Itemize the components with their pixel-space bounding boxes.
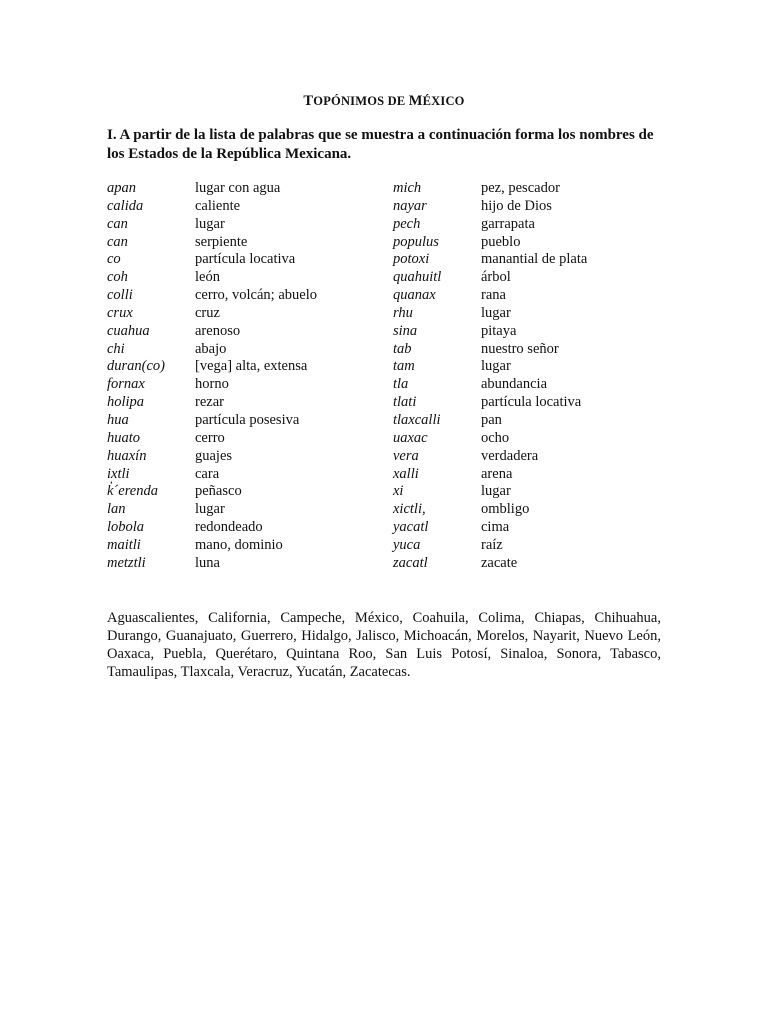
meaning-item: manantial de plata [481,251,588,268]
meaning-item: caliente [195,197,241,214]
page-title [0,93,768,110]
term-item: holipa [107,394,145,411]
term-item: tam [393,358,415,375]
left-terms-column [107,180,165,573]
term-item: huaxín [107,447,147,464]
meaning-item: lugar con agua [195,180,281,196]
term-item: rhu [393,304,413,321]
term-item: can [107,233,128,250]
meaning-item: cerro [195,429,225,446]
meaning-item: pan [481,411,502,428]
term-item: co [107,251,121,268]
meaning-item: peñasco [195,483,242,500]
meaning-item: lugar [481,483,511,500]
meaning-item: árbol [481,269,511,286]
term-item: quanax [393,287,436,304]
meaning-item: ocho [481,429,510,446]
meaning-item: lugar [481,304,511,321]
term-item: hua [107,411,129,428]
meaning-item: arenoso [195,322,241,339]
term-item: coh [107,269,128,286]
meaning-item: partícula locativa [481,394,582,411]
meaning-item: rezar [195,394,224,411]
term-item: maitli [107,536,141,553]
meaning-item: lugar [195,215,225,232]
term-item: pech [393,215,421,232]
states-list-paragraph: Aguascalientes, California, Campeche, México, Coahuila, Colima, Chiapas, Chihuahua, Durango, Guanajuato, Guerrero, Hidalgo, Jalisco, Michoacán, Morelos, Nayarit, Nuevo León, Oaxaca, Puebla, Querétaro, Quintana Roo, San Luis Potosí, Sinaloa, Sonora, Tabasco, Tamaulipas, Tlaxcala, Veracruz, Yucatán, Zacatecas. [107,610,661,680]
term-item: xictli, [393,501,426,518]
term-item: tlati [393,394,417,411]
meaning-item: abundancia [481,376,548,393]
term-item: yuca [393,536,421,553]
meaning-item: hijo de Dios [481,197,552,214]
term-item: lan [107,501,126,518]
meaning-item: cara [195,465,220,482]
term-item: sina [393,322,418,339]
term-item: tlaxcalli [393,411,441,428]
term-item: calida [107,197,144,214]
meaning-item: zacate [481,554,518,571]
meaning-item: nuestro señor [481,340,559,357]
term-item: tla [393,376,409,393]
meaning-item: lugar [481,358,511,375]
instruction-text: I. A partir de la lista de palabras que se muestra a continuación forma los nombres de los Estados de la República Mexicana. [107,127,654,162]
term-item: crux [107,304,133,321]
term-item: metztli [107,554,146,571]
term-item: mich [393,180,422,196]
term-item: uaxac [393,429,428,446]
meaning-item: horno [195,376,229,393]
meaning-item: partícula posesiva [195,411,300,428]
term-item: yacatl [393,519,429,536]
title-part-exico: ÉXICO [422,94,465,108]
term-item: zacatl [393,554,428,571]
term-item: lobola [107,519,145,536]
meaning-item: rana [481,287,506,304]
right-terms-column [393,180,441,573]
title-initial-m: M [408,93,423,109]
left-meanings-column [195,180,317,573]
term-item: populus [393,233,439,250]
term-item: tab [393,340,412,357]
term-item: xalli [393,465,419,482]
term-item: huato [107,429,141,446]
title-initial-t: T [303,93,314,109]
meaning-item: león [195,269,220,286]
term-item: vera [393,447,419,464]
meaning-item: garrapata [481,215,535,232]
meaning-item: abajo [195,340,227,357]
meaning-item: ombligo [481,501,530,518]
right-meanings-column [481,180,587,573]
meaning-item: partícula locativa [195,251,296,268]
meaning-item: redondeado [195,519,263,536]
term-item: chi [107,340,125,357]
term-item: fornax [107,376,145,393]
meaning-item: guajes [195,447,233,464]
meaning-item: [vega] alta, extensa [195,358,308,375]
meaning-item: arena [481,465,513,482]
term-item: ixtli [107,465,130,482]
term-item: nayar [393,197,427,214]
term-item: quahuitl [393,269,442,286]
title-part-oponimos: OPÓNIMOS DE [313,94,409,108]
meaning-item: pez, pescador [481,180,560,196]
meaning-item: pitaya [481,322,517,339]
meaning-item: verdadera [481,447,539,464]
meaning-item: lugar [195,501,225,518]
term-item: k̓´erenda [107,483,158,500]
meaning-item: mano, dominio [195,536,283,553]
term-item: potoxi [393,251,430,268]
meaning-item: cruz [195,304,220,321]
term-item: xi [393,483,404,500]
meaning-item: serpiente [195,233,248,250]
term-item: cuahua [107,322,150,339]
meaning-item: cerro, volcán; abuelo [195,287,317,304]
meaning-item: cima [481,519,510,536]
term-item: duran(co) [107,358,165,375]
meaning-item: raíz [481,536,503,553]
term-item: can [107,215,128,232]
term-item: apan [107,180,136,196]
meaning-item: pueblo [481,233,521,250]
meaning-item: luna [195,554,220,571]
term-item: colli [107,287,133,304]
